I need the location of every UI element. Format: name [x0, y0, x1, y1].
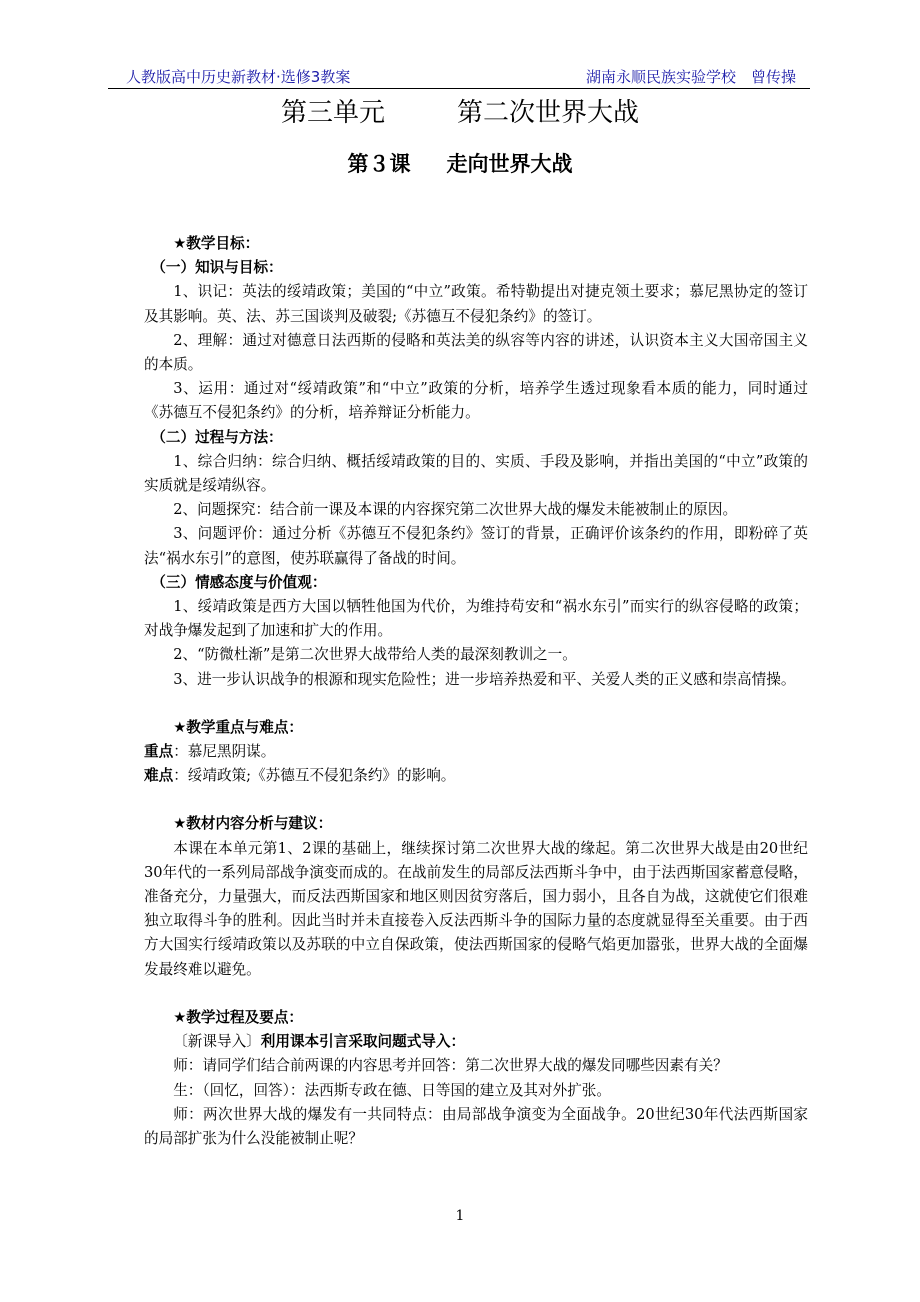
lesson-title	[0, 148, 920, 178]
difficulty-text: ：绥靖政策;《苏德互不侵犯条约》的影响。	[173, 767, 456, 785]
unit-name: 第二次世界大战	[457, 98, 640, 128]
unit-title	[0, 92, 920, 129]
document-body	[144, 232, 808, 1151]
intro-tag: 〔新课导入〕	[173, 1033, 261, 1051]
knowledge-heading: （一）知识与目标：	[151, 259, 283, 277]
focus-text: ：慕尼黑阴谋。	[173, 743, 276, 761]
process-item: 2、问题探究：结合前一课及本课的内容探究第二次世界大战的爆发未能被制止的原因。	[173, 501, 738, 519]
dialogue-line: 师：请同学们结合前两课的内容思考并回答：第二次世界大战的爆发同哪些因素有关？	[173, 1057, 728, 1075]
dialogue-line: 师：两次世界大战的爆发有一共同特点：由局部战争演变为全面战争。20世纪30年代法西斯国家的局部扩张为什么没能被制止呢？	[144, 1105, 808, 1147]
header-right: 湖南永顺民族实验学校 曾传操	[585, 68, 796, 86]
knowledge-item: 1、识记：英法的绥靖政策；美国的“中立”政策。希特勒提出对捷克领土要求；慕尼黑协定的签订及其影响。英、法、苏三国谈判及破裂;《苏德互不侵犯条约》的签订。	[144, 283, 808, 325]
focus-line	[144, 740, 808, 764]
unit-number: 第三单元	[280, 98, 385, 128]
intro-line	[144, 1030, 808, 1054]
analysis-heading: ★教材内容分析与建议：	[173, 815, 333, 833]
difficulty-label: 难点	[144, 767, 174, 785]
process-item: 1、综合归纳：综合归纳、概括绥靖政策的目的、实质、手段及影响，并指出美国的“中立”政策的实质就是绥靖纵容。	[144, 452, 808, 495]
attitude-item: 1、绥靖政策是西方大国以牺牲他国为代价，为维持苟安和“祸水东引”而实行的纵容侵略的政策；对战争爆发起到了加速和扩大的作用。	[144, 598, 808, 640]
page-header	[108, 66, 810, 89]
lesson-number: 第３课	[347, 152, 411, 176]
dialogue-line: 生：（回忆，回答）：法西斯专政在德、日等国的建立及其对外扩张。	[173, 1081, 611, 1099]
intro-text: 利用课本引言采取问题式导入：	[260, 1033, 466, 1051]
header-left: 人教版高中历史新教材·选修3教案	[126, 68, 351, 86]
process-item: 3、问题评价：通过分析《苏德互不侵犯条约》签订的背景，正确评价该条约的作用，即粉碎了英法“祸水东引”的意图，使苏联赢得了备战的时间。	[144, 525, 808, 567]
teaching-process-heading: ★教学过程及要点：	[173, 1008, 304, 1026]
page-number: 1	[455, 1208, 465, 1224]
difficulty-line	[144, 764, 808, 788]
attitude-item: 2、“防微杜渐”是第二次世界大战带给人类的最深刻教训之一。	[173, 646, 577, 664]
focus-label: 重点	[144, 743, 174, 761]
analysis-text: 本课在本单元第1、2课的基础上，继续探讨第二次世界大战的缘起。第二次世界大战是由20世纪30年代的一系列局部战争演变而成的。在战前发生的局部反法西斯斗争中，由于法西斯国家蓄意侵略，准备充分，力量强大，而反法西斯国家和地区则因贫穷落后，国力弱小，且各自为战，这就使它们很难独立取得斗争的胜利。因此当时并未直接卷入反法西斯斗争的国际力量的态度就显得至关重要。由于西方大国实行绥靖政策以及苏联的中立自保政策，使法西斯国家的侵略气焰更加嚣张，世界大战的全面爆发最终难以避免。	[144, 839, 808, 978]
process-heading: （二）过程与方法：	[151, 428, 283, 446]
lesson-name: 走向世界大战	[446, 152, 573, 176]
knowledge-item: 3、运用：通过对“绥靖政策”和“中立”政策的分析，培养学生透过现象看本质的能力，同时通过《苏德互不侵犯条约》的分析，培养辩证分析能力。	[144, 380, 808, 422]
attitude-item: 3、进一步认识战争的根源和现实危险性；进一步培养热爱和平、关爱人类的正义感和崇高情操。	[173, 670, 796, 688]
keypoints-heading: ★教学重点与难点：	[173, 718, 304, 736]
objectives-heading: ★教学目标：	[173, 235, 260, 252]
attitude-heading: （三）情感态度与价值观：	[151, 573, 327, 591]
knowledge-item: 2、理解：通过对德意日法西斯的侵略和英法美的纵容等内容的讲述，认识资本主义大国帝国主义的本质。	[144, 331, 808, 374]
